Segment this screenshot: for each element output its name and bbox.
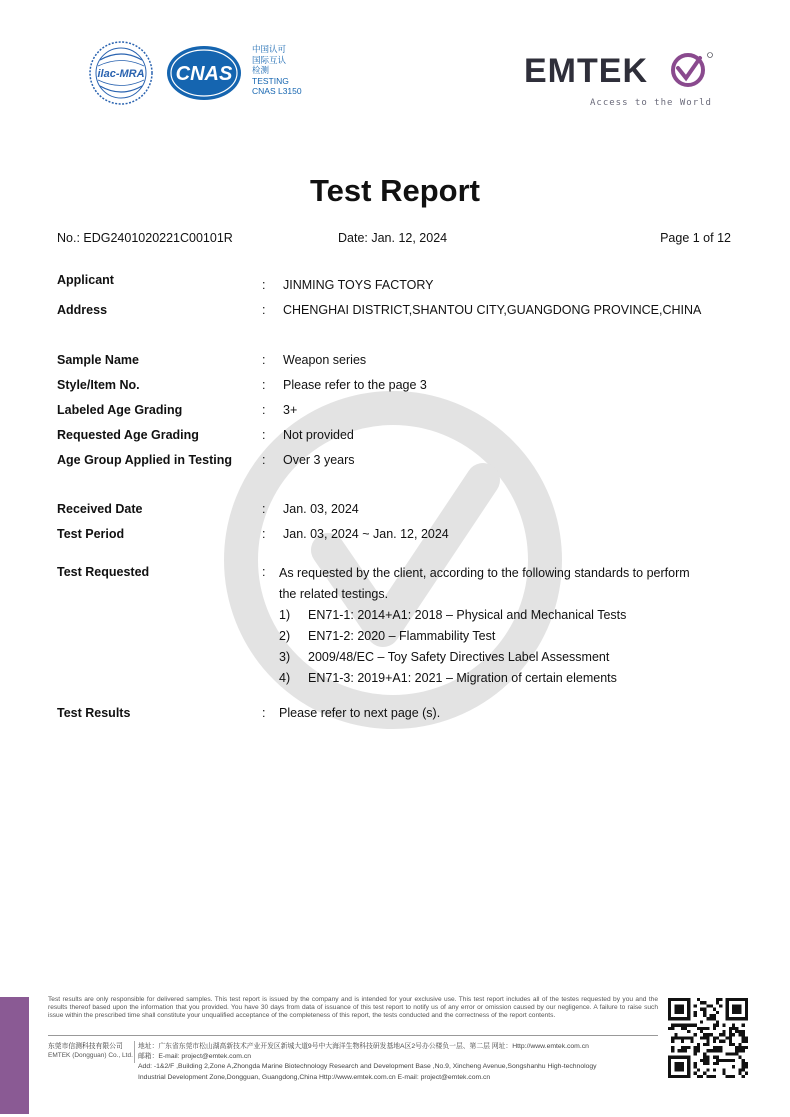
footer-address-en-2: Industrial Development Zone,Dongguan, Guangdong,China Http://www.emtek.com.cn E-mail: project@emtek.com.cn <box>138 1073 491 1081</box>
standard-text: EN71-3: 2019+A1: 2021 – Migration of certain elements <box>308 671 617 685</box>
qr-code-icon <box>668 998 748 1078</box>
address-label: Address <box>57 303 108 317</box>
labeled-age-colon: : <box>262 403 266 417</box>
standard-text: EN71-1: 2014+A1: 2018 – Physical and Mechanical Tests <box>308 608 627 622</box>
footer-company-cn: 东莞市信测科技有限公司 <box>48 1043 123 1050</box>
applicant-colon: : <box>262 278 266 292</box>
labeled-age-label: Labeled Age Grading <box>57 403 183 417</box>
footer-divider <box>48 1035 658 1036</box>
received-date-value: Jan. 03, 2024 <box>283 502 359 516</box>
style-item-value: Please refer to the page 3 <box>283 378 427 392</box>
requested-age-colon: : <box>262 428 266 442</box>
applicant-value: JINMING TOYS FACTORY <box>283 278 434 292</box>
list-number: 2) <box>279 629 291 643</box>
received-date-label: Received Date <box>57 502 143 516</box>
style-item-colon: : <box>262 378 266 392</box>
standard-list-item <box>279 647 729 668</box>
style-item-label: Style/Item No. <box>57 378 140 392</box>
footer-address-cn: 地址：广东省东莞市松山湖高新技术产业开发区新城大道9号中大海洋生物科技研发基地A区2号办公楼负一层、第二层 网址：Http://www.emtek.com.cn <box>138 1043 589 1050</box>
footer-company-en: EMTEK (Dongguan) Co., Ltd. <box>48 1052 133 1059</box>
age-group-label: Age Group Applied in Testing <box>57 453 232 467</box>
test-period-colon: : <box>262 527 266 541</box>
standard-text: 2009/48/EC – Toy Safety Directives Label Assessment <box>308 650 610 664</box>
page-title: Test Report <box>310 173 480 208</box>
report-number: No.: EDG2401020221C00101R <box>57 231 233 245</box>
footer-email-cn: 邮箱：E-mail: project@emtek.com.cn <box>138 1053 252 1061</box>
footer-side-bar <box>0 997 29 1114</box>
test-requested-intro: As requested by the client, according to the following standards to perform <box>279 566 690 580</box>
sample-name-label: Sample Name <box>57 353 139 367</box>
standard-list-item <box>279 668 729 689</box>
emtek-logo <box>520 50 720 90</box>
test-results-value: Please refer to next page (s). <box>279 706 441 720</box>
cnas-logo <box>166 45 242 101</box>
test-period-value: Jan. 03, 2024 ~ Jan. 12, 2024 <box>283 527 449 541</box>
test-requested-colon: : <box>262 565 266 579</box>
list-number: 3) <box>279 650 291 664</box>
test-results-label: Test Results <box>57 706 131 720</box>
test-requested-intro-cont: the related testings. <box>279 587 389 601</box>
report-date: Date: Jan. 12, 2024 <box>338 231 448 245</box>
footer-separator <box>134 1041 135 1063</box>
standard-list-item <box>279 605 729 626</box>
sample-name-colon: : <box>262 353 266 367</box>
brand-slogan: Access to the World <box>590 98 712 108</box>
address-value: CHENGHAI DISTRICT,SHANTOU CITY,GUANGDONG PROVINCE,CHINA <box>283 303 702 317</box>
svg-text:CNAS: CNAS <box>175 63 233 85</box>
test-period-label: Test Period <box>57 527 125 541</box>
age-group-value: Over 3 years <box>283 453 355 467</box>
standard-text: EN71-2: 2020 – Flammability Test <box>308 629 496 643</box>
svg-text:ilac-MRA: ilac-MRA <box>97 68 145 80</box>
page-indicator: Page 1 of 12 <box>660 231 731 245</box>
labeled-age-value: 3+ <box>283 403 298 417</box>
footer-address <box>138 1042 658 1083</box>
requested-age-value: Not provided <box>283 428 354 442</box>
age-group-colon: : <box>262 453 266 467</box>
cnas-accreditation-text: 中国认可 国际互认 检测 TESTING CNAS L3150 <box>252 44 302 96</box>
test-requested-label: Test Requested <box>57 565 150 579</box>
sample-name-value: Weapon series <box>283 353 367 367</box>
test-requested-body <box>279 563 729 689</box>
test-results-colon: : <box>262 706 266 720</box>
list-number: 1) <box>279 608 291 622</box>
footer-address-en-1: Add: -1&2/F ,Building 2,Zone A,Zhongda Marine Biotechnology Research and Development Base ,No.9, Xincheng Avenue,Songshanhu High-technology <box>138 1063 597 1071</box>
svg-text:EMTEK: EMTEK <box>524 52 648 90</box>
applicant-label: Applicant <box>57 273 114 287</box>
address-colon: : <box>262 303 266 317</box>
requested-age-label: Requested Age Grading <box>57 428 199 442</box>
standard-list-item <box>279 626 729 647</box>
list-number: 4) <box>279 671 291 685</box>
received-date-colon: : <box>262 502 266 516</box>
ilac-mra-logo <box>88 40 154 106</box>
footer-disclaimer: Test results are only responsible for delivered samples. This test report is issued by the company and is intended for your exclusive use. This test report includes all of the testes requested by you and the results thereof based upon the information that you provided. You have 30 days from data of issuance of this test report to notify us of any error or omission caused by our negligence. A failure to raise such issue within the prescribed time shall constitute your unqualified acceptance of the completeness of this report, the tests conducted and the correctness of the report contents. <box>48 996 658 1019</box>
